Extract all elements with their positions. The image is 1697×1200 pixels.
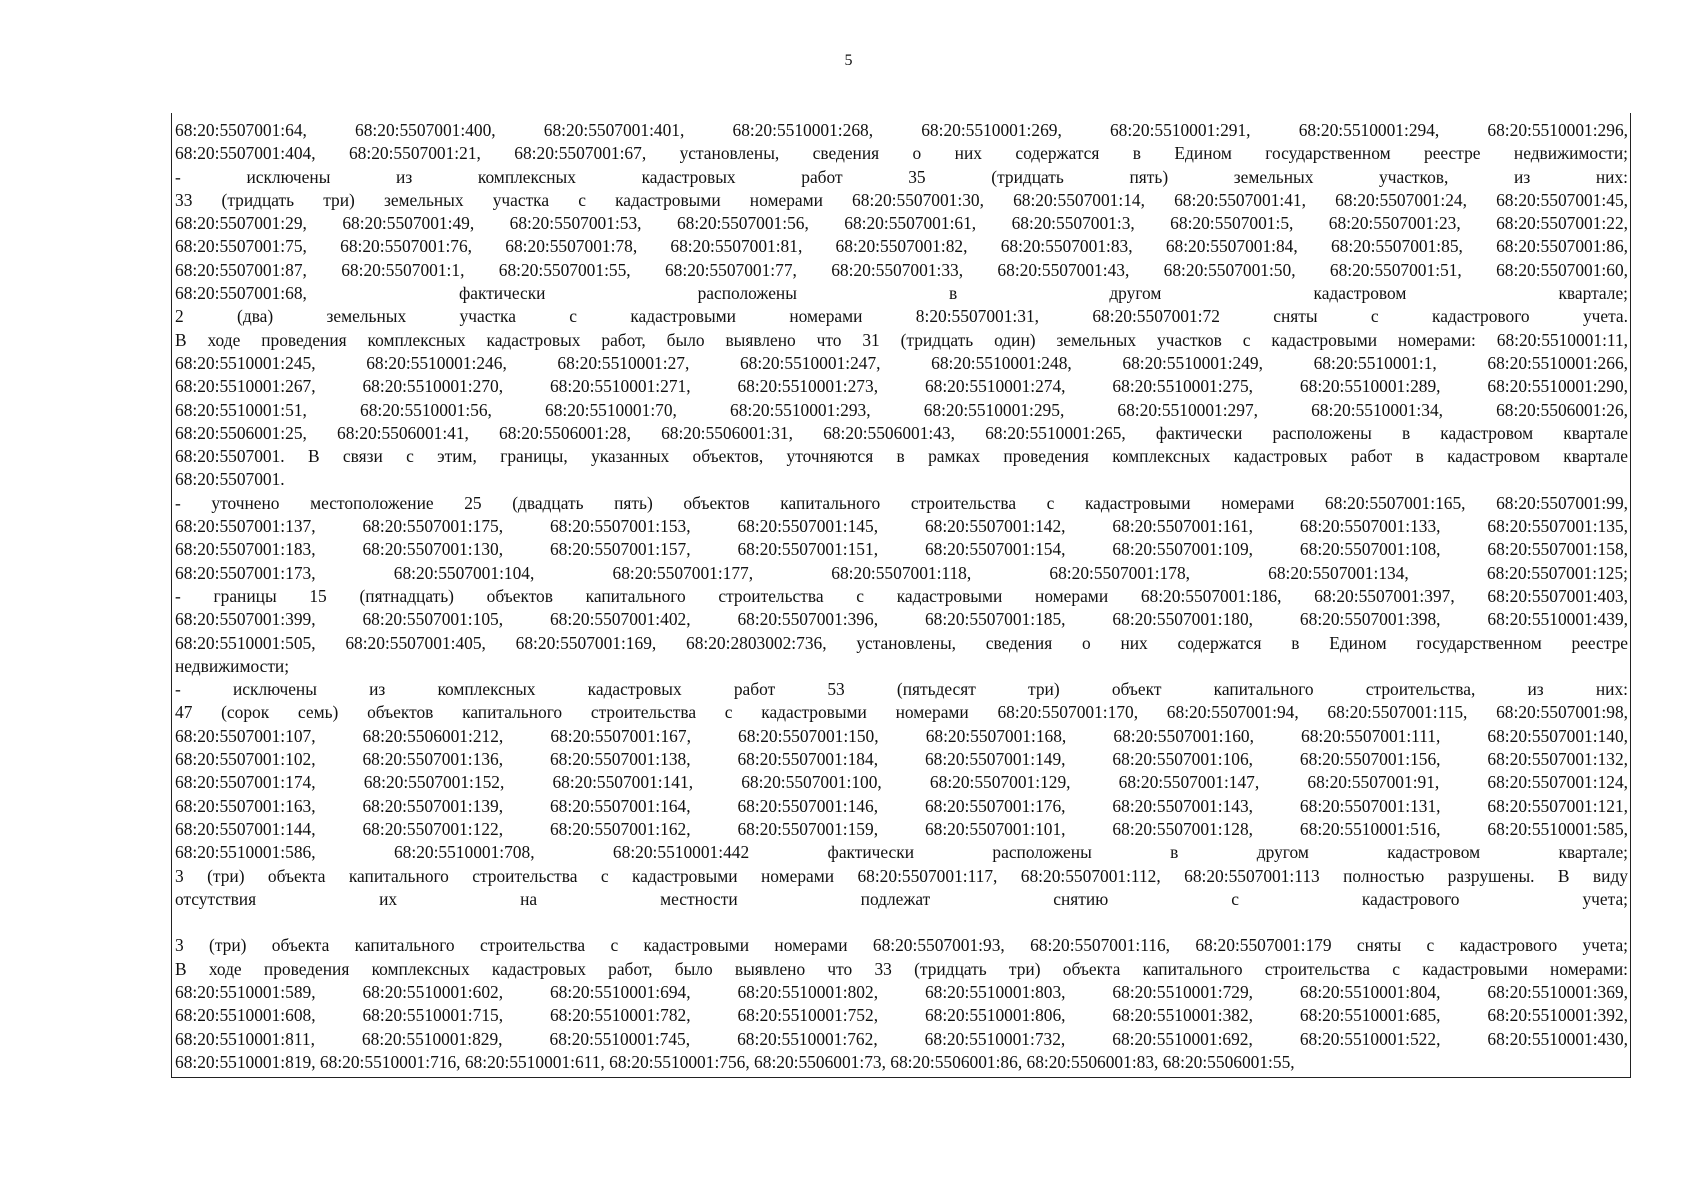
page-number: 5 (844, 52, 853, 69)
text-line: - уточнено местоположение 25 (двадцать пять) объектов капитального строительства с кадастровыми номерами 68:20:5507001:165, 68:20:5507001:99, (175, 492, 1628, 513)
text-line: 68:20:5507001:144, 68:20:5507001:122, 68:20:5507001:162, 68:20:5507001:159, 68:20:5507001:101, 68:20:5507001:128, 68:20:5510001:516, 68:20:5510001:585, (175, 818, 1628, 839)
text-line: 68:20:5507001. В связи с этим, границы, указанных объектов, уточняются в рамках проведения комплексных кадастровых работ в кадастровом квартале (175, 446, 1628, 467)
text-line: 68:20:5510001:51, 68:20:5510001:56, 68:20:5510001:70, 68:20:5510001:293, 68:20:5510001:295, 68:20:5510001:297, 68:20:5510001:34, 68:20:5506001:26, (175, 399, 1628, 420)
text-line: 68:20:5510001:589, 68:20:5510001:602, 68:20:5510001:694, 68:20:5510001:802, 68:20:5510001:803, 68:20:5510001:729, 68:20:5510001:804, 68:20:5510001:369, (175, 981, 1628, 1002)
text-line: 68:20:5507001:29, 68:20:5507001:49, 68:20:5507001:53, 68:20:5507001:56, 68:20:5507001:61, 68:20:5507001:3, 68:20:5507001:5, 68:20:5507001:23, 68:20:5507001:22, (175, 213, 1628, 234)
text-line: 68:20:5510001:267, 68:20:5510001:270, 68:20:5510001:271, 68:20:5510001:273, 68:20:5510001:274, 68:20:5510001:275, 68:20:5510001:289, 68:20:5510001:290, (175, 376, 1628, 397)
text-line: - границы 15 (пятнадцать) объектов капитального строительства с кадастровыми номерами 68:20:5507001:186, 68:20:5507001:397, 68:20:5507001:403, (175, 585, 1628, 606)
text-line: 68:20:5507001:173, 68:20:5507001:104, 68:20:5507001:177, 68:20:5507001:118, 68:20:5507001:178, 68:20:5507001:134, 68:20:5507001:125; (175, 562, 1628, 583)
text-line: - исключены из комплексных кадастровых работ 35 (тридцать пять) земельных участков, из них: (175, 166, 1628, 187)
text-line: 33 (тридцать три) земельных участка с кадастровыми номерами 68:20:5507001:30, 68:20:5507001:14, 68:20:5507001:41, 68:20:5507001:24, 68:20:5507001:45, (175, 189, 1628, 210)
text-line: 68:20:5510001:505, 68:20:5507001:405, 68:20:5507001:169, 68:20:2803002:736, установлены, сведения о них содержатся в Едином государственном реестре (175, 632, 1628, 653)
text-line: 68:20:5507001:404, 68:20:5507001:21, 68:20:5507001:67, установлены, сведения о них содержатся в Едином государственном реестре недвижимости; (175, 143, 1628, 164)
text-line: отсутствия их на местности подлежат снятию с кадастрового учета; (175, 888, 1628, 909)
text-line: 68:20:5506001:25, 68:20:5506001:41, 68:20:5506001:28, 68:20:5506001:31, 68:20:5506001:43, 68:20:5510001:265, фактически расположены в кадастровом квартале (175, 422, 1628, 443)
text-line: 68:20:5510001:819, 68:20:5510001:716, 68:20:5510001:611, 68:20:5510001:756, 68:20:5506001:73, 68:20:5506001:86, 68:20:5506001:83, 68:20:5506001:55, (175, 1051, 1295, 1072)
text-line: 68:20:5507001:107, 68:20:5506001:212, 68:20:5507001:167, 68:20:5507001:150, 68:20:5507001:168, 68:20:5507001:160, 68:20:5507001:111, 68:20:5507001:140, (175, 725, 1628, 746)
text-line: 68:20:5507001:183, 68:20:5507001:130, 68:20:5507001:157, 68:20:5507001:151, 68:20:5507001:154, 68:20:5507001:109, 68:20:5507001:108, 68:20:5507001:158, (175, 539, 1628, 560)
blank-line (175, 911, 1628, 934)
text-line: - исключены из комплексных кадастровых работ 53 (пятьдесят три) объект капитального строительства, из них: (175, 679, 1628, 700)
text-line: 68:20:5507001:64, 68:20:5507001:400, 68:20:5507001:401, 68:20:5510001:268, 68:20:5510001:269, 68:20:5510001:291, 68:20:5510001:294, 68:20:5510001:296, (175, 120, 1628, 140)
text-line: 68:20:5507001:87, 68:20:5507001:1, 68:20:5507001:55, 68:20:5507001:77, 68:20:5507001:33, 68:20:5507001:43, 68:20:5507001:50, 68:20:5507001:51, 68:20:5507001:60, (175, 259, 1628, 280)
document-text-block (171, 113, 1631, 1078)
text-line: 68:20:5510001:586, 68:20:5510001:708, 68:20:5510001:442 фактически расположены в другом кадастровом квартале; (175, 842, 1628, 863)
text-line: 68:20:5510001:608, 68:20:5510001:715, 68:20:5510001:782, 68:20:5510001:752, 68:20:5510001:806, 68:20:5510001:382, 68:20:5510001:685, 68:20:5510001:392, (175, 1005, 1628, 1026)
text-line: В ходе проведения комплексных кадастровых работ, было выявлено что 31 (тридцать один) земельных участков с кадастровыми номерами: 68:20:5510001:11, (175, 329, 1628, 350)
text-line: 68:20:5507001:399, 68:20:5507001:105, 68:20:5507001:402, 68:20:5507001:396, 68:20:5507001:185, 68:20:5507001:180, 68:20:5507001:398, 68:20:5510001:439, (175, 609, 1628, 630)
text-line: 3 (три) объекта капитального строительства с кадастровыми номерами 68:20:5507001:93, 68:20:5507001:116, 68:20:5507001:179 сняты с кадастрового учета; (175, 935, 1628, 956)
text-line: 2 (два) земельных участка с кадастровыми номерами 8:20:5507001:31, 68:20:5507001:72 сняты с кадастрового учета. (175, 306, 1628, 327)
text-line: 68:20:5507001. (175, 469, 285, 490)
text-line: В ходе проведения комплексных кадастровых работ, было выявлено что 33 (тридцать три) объекта капитального строительства с кадастровыми номерами: (175, 958, 1628, 979)
text-line: 68:20:5507001:163, 68:20:5507001:139, 68:20:5507001:164, 68:20:5507001:146, 68:20:5507001:176, 68:20:5507001:143, 68:20:5507001:131, 68:20:5507001:121, (175, 795, 1628, 816)
text-line: 68:20:5507001:68, фактически расположены в другом кадастровом квартале; (175, 283, 1628, 304)
text-line: 68:20:5510001:811, 68:20:5510001:829, 68:20:5510001:745, 68:20:5510001:762, 68:20:5510001:732, 68:20:5510001:692, 68:20:5510001:522, 68:20:5510001:430, (175, 1028, 1628, 1049)
text-line: 3 (три) объекта капитального строительства с кадастровыми номерами 68:20:5507001:117, 68:20:5507001:112, 68:20:5507001:113 полностью разрушены. В виду (175, 865, 1628, 886)
text-line: 68:20:5507001:75, 68:20:5507001:76, 68:20:5507001:78, 68:20:5507001:81, 68:20:5507001:82, 68:20:5507001:83, 68:20:5507001:84, 68:20:5507001:85, 68:20:5507001:86, (175, 236, 1628, 257)
text-line: недвижимости; (175, 655, 290, 676)
text-line: 68:20:5507001:174, 68:20:5507001:152, 68:20:5507001:141, 68:20:5507001:100, 68:20:5507001:129, 68:20:5507001:147, 68:20:5507001:91, 68:20:5507001:124, (175, 772, 1628, 793)
text-line: 68:20:5507001:102, 68:20:5507001:136, 68:20:5507001:138, 68:20:5507001:184, 68:20:5507001:149, 68:20:5507001:106, 68:20:5507001:156, 68:20:5507001:132, (175, 749, 1628, 770)
text-line: 68:20:5510001:245, 68:20:5510001:246, 68:20:5510001:27, 68:20:5510001:247, 68:20:5510001:248, 68:20:5510001:249, 68:20:5510001:1, 68:20:5510001:266, (175, 352, 1628, 373)
text-line: 68:20:5507001:137, 68:20:5507001:175, 68:20:5507001:153, 68:20:5507001:145, 68:20:5507001:142, 68:20:5507001:161, 68:20:5507001:133, 68:20:5507001:135, (175, 516, 1628, 537)
text-line: 47 (сорок семь) объектов капитального строительства с кадастровыми номерами 68:20:5507001:170, 68:20:5507001:94, 68:20:5507001:115, 68:20:5507001:98, (175, 702, 1628, 723)
